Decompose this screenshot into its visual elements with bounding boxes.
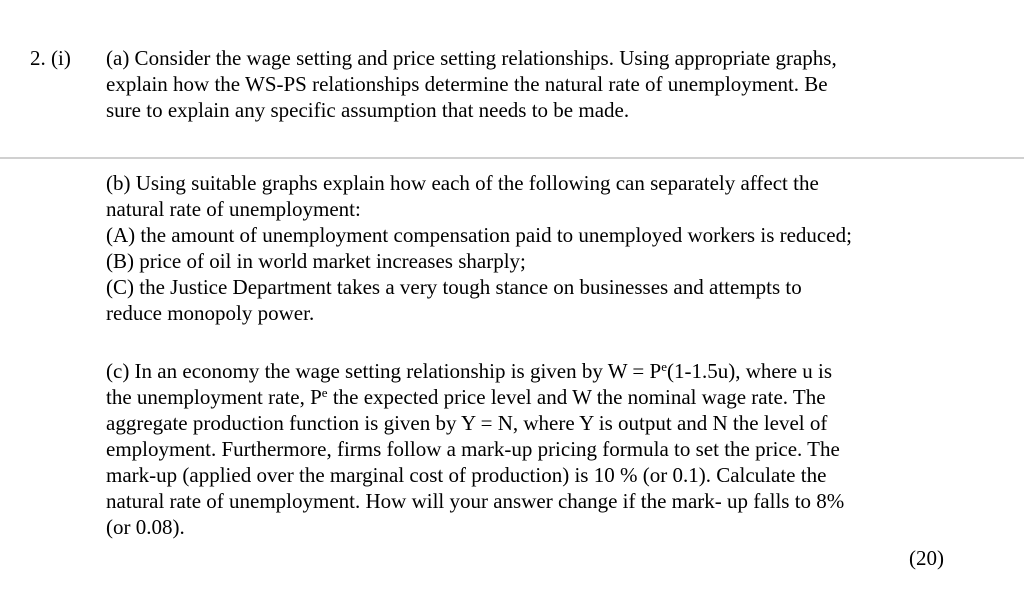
part-c-text: [106, 358, 844, 540]
part-c-text-segment: the unemployment rate, P: [106, 385, 322, 409]
part-b-line: (b) Using suitable graphs explain how each of the following can separately affect the: [106, 171, 819, 195]
part-c-line: employment. Furthermore, firms follow a mark-up pricing formula to set the price. The: [106, 437, 840, 461]
section-divider: [0, 157, 1024, 159]
part-c-line: [106, 358, 844, 384]
part-c-line: (or 0.08).: [106, 515, 185, 539]
superscript: e: [321, 385, 328, 400]
part-b-line: (C) the Justice Department takes a very tough stance on businesses and attempts to: [106, 275, 802, 299]
part-c-text-segment: (1-1.5u), where u is: [666, 359, 833, 383]
part-b-line: (B) price of oil in world market increases sharply;: [106, 249, 526, 273]
part-c-line: [106, 384, 844, 410]
part-c-line: natural rate of unemployment. How will your answer change if the mark- up falls to 8%: [106, 489, 845, 513]
part-c-text-segment: (c) In an economy the wage setting relationship is given by W = P: [106, 359, 662, 383]
part-a-line: explain how the WS-PS relationships determine the natural rate of unemployment. Be: [106, 72, 828, 96]
part-a-text: [106, 45, 837, 123]
part-c-line: mark-up (applied over the marginal cost of production) is 10 % (or 0.1). Calculate the: [106, 463, 827, 487]
part-c-text-segment: the expected price level and W the nominal wage rate. The: [327, 385, 826, 409]
part-b-line: (A) the amount of unemployment compensation paid to unemployed workers is reduced;: [106, 223, 852, 247]
part-b-line: reduce monopoly power.: [106, 301, 315, 325]
part-b-line: natural rate of unemployment:: [106, 197, 361, 221]
part-c-line: aggregate production function is given by Y = N, where Y is output and N the level of: [106, 411, 828, 435]
part-b-text: [106, 170, 852, 326]
question-number: 2. (i): [30, 46, 71, 70]
marks-label: (20): [909, 546, 944, 570]
superscript: e: [661, 359, 667, 374]
part-a-line: (a) Consider the wage setting and price setting relationships. Using appropriate graphs,: [106, 46, 837, 70]
part-a-line: sure to explain any specific assumption that needs to be made.: [106, 98, 630, 122]
